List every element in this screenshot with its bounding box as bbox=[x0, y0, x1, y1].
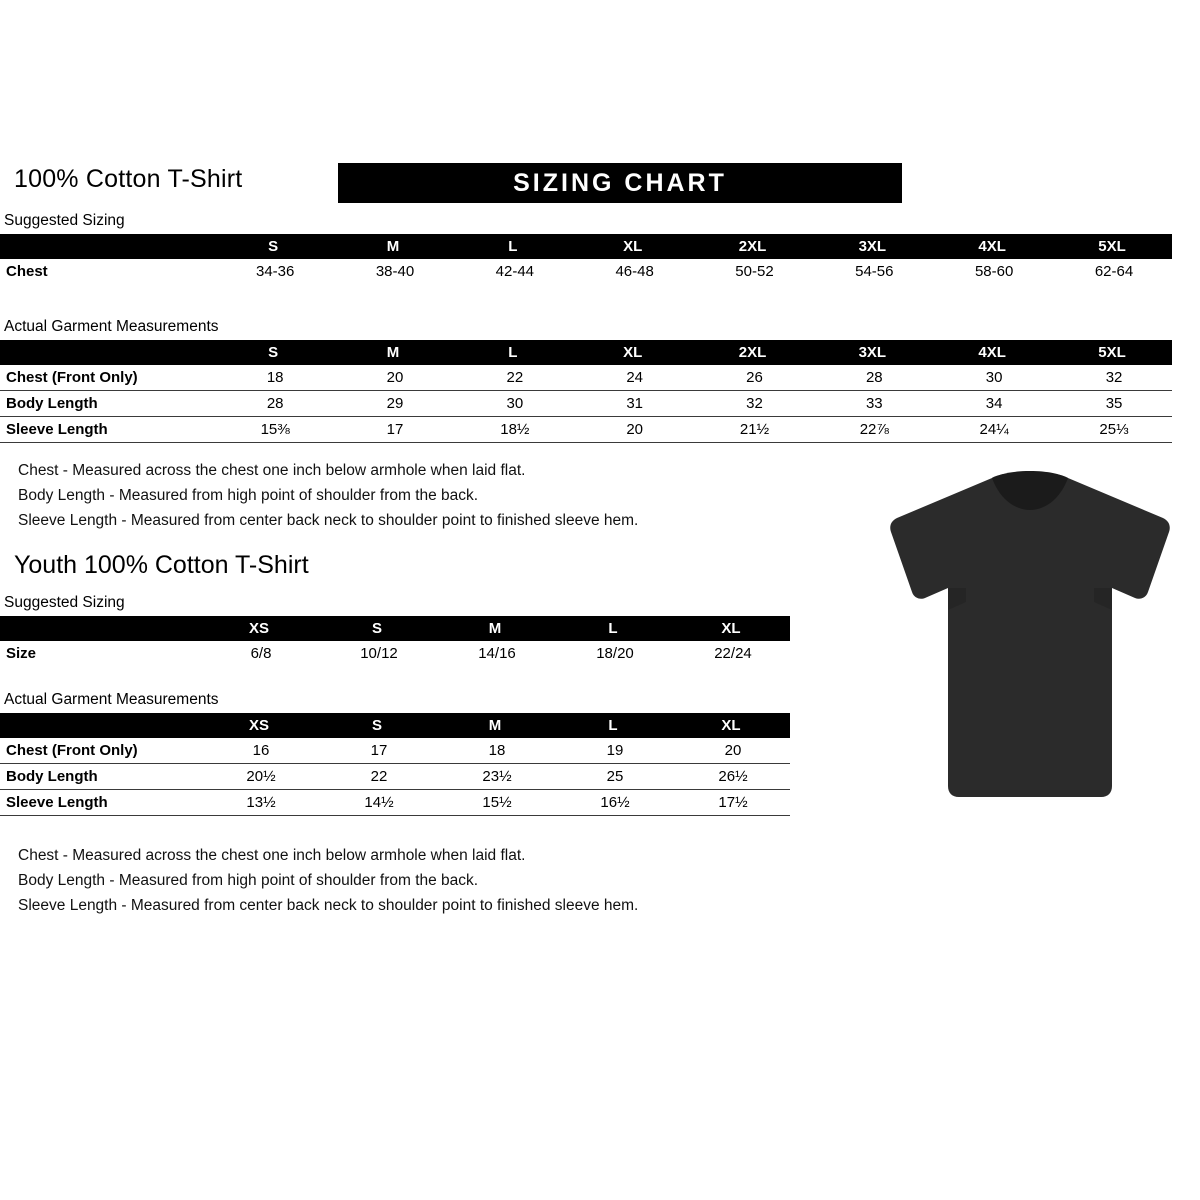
tshirt-icon bbox=[880, 470, 1180, 810]
cell: 15½ bbox=[436, 790, 554, 816]
cell: 20 bbox=[333, 365, 453, 391]
youth-suggested-sizing-label: Suggested Sizing bbox=[4, 594, 125, 611]
col-header: L bbox=[453, 340, 573, 365]
cell: 54-56 bbox=[855, 263, 894, 280]
col-header bbox=[0, 616, 200, 641]
col-header bbox=[0, 713, 200, 738]
sizing-chart-banner bbox=[338, 163, 902, 203]
col-header: S bbox=[213, 340, 333, 365]
cell: 18 bbox=[213, 365, 333, 391]
note-line: Chest - Measured across the chest one inch below armhole when laid flat. bbox=[18, 847, 526, 864]
cell: 16½ bbox=[554, 790, 672, 816]
cell: 20½ bbox=[200, 764, 318, 790]
col-header: M bbox=[436, 713, 554, 738]
col-header: 3XL bbox=[812, 340, 932, 365]
col-header: S bbox=[318, 713, 436, 738]
cell: 46-48 bbox=[615, 263, 654, 280]
row-label: Sleeve Length bbox=[0, 417, 213, 443]
adult-product-title: 100% Cotton T-Shirt bbox=[14, 165, 243, 193]
note-line: Chest - Measured across the chest one inch below armhole when laid flat. bbox=[18, 462, 526, 479]
cell: 30 bbox=[453, 391, 573, 417]
col-header: M bbox=[436, 616, 554, 641]
cell: 18½ bbox=[453, 417, 573, 443]
adult-measurement-notes bbox=[18, 458, 638, 533]
sizing-chart-banner-text: SIZING CHART bbox=[513, 168, 727, 197]
col-header: 5XL bbox=[1052, 234, 1172, 259]
cell: 38-40 bbox=[375, 263, 415, 280]
youth-product-title: Youth 100% Cotton T-Shirt bbox=[14, 551, 309, 579]
table-header-row bbox=[0, 616, 790, 641]
col-header: M bbox=[333, 234, 453, 259]
adult-actual-measurements-label: Actual Garment Measurements bbox=[4, 318, 219, 335]
cell: 35 bbox=[1052, 391, 1172, 417]
table-row bbox=[0, 641, 790, 666]
table-row bbox=[0, 738, 790, 764]
cell: 15⅜ bbox=[213, 417, 333, 443]
table-row bbox=[0, 790, 790, 816]
cell: 22/24 bbox=[714, 645, 752, 662]
col-header: 3XL bbox=[812, 234, 932, 259]
adult-suggested-sizing-table bbox=[0, 234, 1172, 284]
cell: 18 bbox=[436, 738, 554, 764]
cell: 19 bbox=[554, 738, 672, 764]
note-line: Sleeve Length - Measured from center back neck to shoulder point to finished sleeve hem. bbox=[18, 512, 639, 529]
table-header-row bbox=[0, 340, 1172, 365]
adult-actual-measurements-table bbox=[0, 340, 1172, 443]
cell: 20 bbox=[573, 417, 693, 443]
col-header: S bbox=[213, 234, 333, 259]
table-row bbox=[0, 259, 1172, 284]
col-header: M bbox=[333, 340, 453, 365]
col-header: XS bbox=[200, 616, 318, 641]
cell: 21½ bbox=[693, 417, 813, 443]
row-label: Chest (Front Only) bbox=[0, 365, 213, 391]
table-row bbox=[0, 417, 1172, 443]
col-header bbox=[0, 340, 213, 365]
cell: 17 bbox=[318, 738, 436, 764]
cell: 30 bbox=[932, 365, 1052, 391]
cell: 42-44 bbox=[495, 263, 535, 280]
note-line: Body Length - Measured from high point of shoulder from the back. bbox=[18, 487, 479, 504]
col-header: XL bbox=[672, 616, 790, 641]
cell: 10/12 bbox=[360, 645, 398, 662]
cell: 34-36 bbox=[255, 263, 295, 280]
col-header: L bbox=[453, 234, 573, 259]
table-row bbox=[0, 764, 790, 790]
cell: 22 bbox=[453, 365, 573, 391]
cell: 14½ bbox=[318, 790, 436, 816]
cell: 16 bbox=[200, 738, 318, 764]
col-header: XL bbox=[573, 340, 693, 365]
youth-actual-measurements-table bbox=[0, 713, 790, 816]
row-label: Sleeve Length bbox=[0, 790, 200, 816]
table-header-row bbox=[0, 234, 1172, 259]
table-row bbox=[0, 391, 1172, 417]
cell: 58-60 bbox=[974, 263, 1014, 280]
cell: 24 bbox=[573, 365, 693, 391]
cell: 24¼ bbox=[932, 417, 1052, 443]
col-header: 4XL bbox=[932, 234, 1052, 259]
cell: 34 bbox=[932, 391, 1052, 417]
col-header: 2XL bbox=[693, 234, 813, 259]
cell: 32 bbox=[1052, 365, 1172, 391]
cell: 6/8 bbox=[250, 645, 272, 662]
col-header: S bbox=[318, 616, 436, 641]
cell: 31 bbox=[573, 391, 693, 417]
cell: 26½ bbox=[672, 764, 790, 790]
cell: 50-52 bbox=[735, 263, 774, 280]
youth-suggested-sizing-table bbox=[0, 616, 790, 666]
cell: 14/16 bbox=[478, 645, 516, 662]
cell: 62-64 bbox=[1094, 263, 1134, 280]
cell: 23½ bbox=[436, 764, 554, 790]
table-header-row bbox=[0, 713, 790, 738]
row-label: Chest bbox=[6, 263, 48, 280]
adult-suggested-sizing-label: Suggested Sizing bbox=[4, 212, 125, 229]
note-line: Sleeve Length - Measured from center back neck to shoulder point to finished sleeve hem. bbox=[18, 897, 639, 914]
cell: 22⅞ bbox=[812, 417, 932, 443]
col-header: 4XL bbox=[932, 340, 1052, 365]
row-label: Size bbox=[6, 645, 37, 662]
tshirt-illustration bbox=[880, 470, 1180, 810]
youth-actual-measurements-label: Actual Garment Measurements bbox=[4, 691, 219, 708]
col-header bbox=[0, 234, 213, 259]
row-label: Body Length bbox=[0, 764, 200, 790]
youth-measurement-notes bbox=[18, 843, 638, 918]
cell: 18/20 bbox=[596, 645, 634, 662]
cell: 26 bbox=[693, 365, 813, 391]
col-header: 2XL bbox=[693, 340, 813, 365]
cell: 13½ bbox=[200, 790, 318, 816]
cell: 32 bbox=[693, 391, 813, 417]
cell: 17½ bbox=[672, 790, 790, 816]
table-row bbox=[0, 365, 1172, 391]
cell: 20 bbox=[672, 738, 790, 764]
note-line: Body Length - Measured from high point of shoulder from the back. bbox=[18, 872, 479, 889]
cell: 28 bbox=[213, 391, 333, 417]
cell: 29 bbox=[333, 391, 453, 417]
cell: 25 bbox=[554, 764, 672, 790]
col-header: L bbox=[554, 616, 672, 641]
cell: 33 bbox=[812, 391, 932, 417]
cell: 28 bbox=[812, 365, 932, 391]
cell: 17 bbox=[333, 417, 453, 443]
row-label: Chest (Front Only) bbox=[0, 738, 200, 764]
col-header: XS bbox=[200, 713, 318, 738]
col-header: XL bbox=[672, 713, 790, 738]
cell: 25⅓ bbox=[1052, 417, 1172, 443]
row-label: Body Length bbox=[0, 391, 213, 417]
col-header: XL bbox=[573, 234, 693, 259]
cell: 22 bbox=[318, 764, 436, 790]
col-header: L bbox=[554, 713, 672, 738]
col-header: 5XL bbox=[1052, 340, 1172, 365]
